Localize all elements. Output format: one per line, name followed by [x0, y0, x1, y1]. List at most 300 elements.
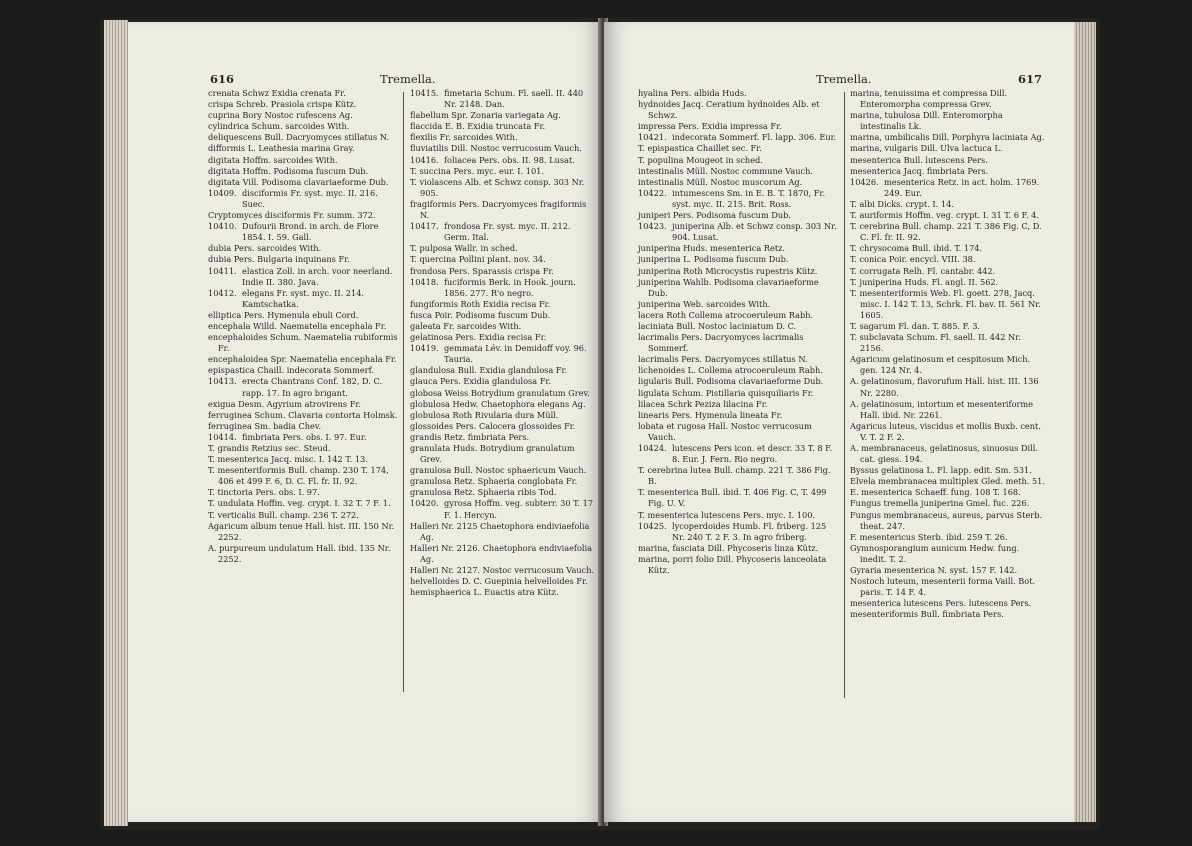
entry-number: 10409. [208, 187, 237, 198]
entry-text: encephaloides Schum. Naematelia rubiformis Fr. [208, 332, 398, 354]
entry-text: T. auriformis Hoffm. veg. crypt. I. 31 T. 6 F. 4. [850, 210, 1039, 221]
entry-text: E. mesenterica Schaeff. fung. 108 T. 168. [850, 487, 1021, 498]
entry-text: lacrimalis Pers. Dacryomyces stillatus N. [638, 354, 808, 365]
index-entry [850, 532, 1046, 543]
entry-text: crenata Schwz Exidia crenata Fr. [208, 88, 346, 98]
entry-text: fuciformis Berk. in Hook. journ. 1856. 277. R'o negro. [444, 276, 576, 298]
entry-number: 10413. [208, 376, 237, 387]
index-entry [208, 443, 398, 454]
index-entry [850, 576, 1046, 598]
index-entry [208, 177, 398, 188]
index-entry [410, 166, 598, 177]
index-entry [850, 221, 1046, 243]
entry-text: T. populina Mougeot in sched. [638, 154, 763, 165]
entry-text: exigua Desm. Agyrium atrovirens Fr. [208, 398, 362, 409]
index-entry [410, 221, 598, 243]
entry-text: erecta Chantrans Conf. 182, D. C. rapp. 17. In agro brigant. [242, 376, 383, 398]
index-entry [410, 332, 598, 343]
index-entry [208, 88, 398, 99]
column-rule [403, 92, 404, 692]
entry-number: 10424. [638, 443, 667, 453]
index-entry [208, 288, 398, 310]
entry-text: juniperina Alb. et Schwz consp. 303 Nr. 904. Lusat. [672, 221, 837, 243]
index-entry [850, 421, 1046, 443]
entry-text: T. subclavata Schum. Fl. saell. II. 442 Nr. 2156. [850, 332, 1021, 354]
index-entry [208, 487, 398, 498]
index-entry [638, 421, 840, 443]
index-entry [410, 376, 598, 387]
index-entry [850, 210, 1046, 221]
index-entry [208, 410, 398, 421]
entry-text: lycoperdoides Humb. Fl. friberg. 125 Nr. 240 T. 2 F. 3. In agro friberg. [672, 520, 827, 542]
entry-text: Agaricum gelatinosum et cespitosum Mich. gen. 124 Nr. 4. [850, 354, 1031, 376]
index-entry [410, 521, 598, 543]
index-entry [208, 321, 398, 332]
index-entry [208, 332, 398, 354]
index-entry [410, 543, 598, 565]
index-entry [638, 277, 840, 299]
entry-text: fluviatilis Dill. Nostoc verrucosum Vauch. [410, 143, 582, 154]
column-rule [844, 92, 845, 698]
entry-text: Gymnosporangium aunicum Hedw. fung. inedit. T. 2. [850, 542, 1020, 564]
entry-number: 10417. [410, 221, 439, 232]
entry-text: T. conica Poir. encycl. VIII. 38. [850, 254, 976, 265]
index-entry [208, 121, 398, 132]
index-entry [410, 310, 598, 321]
index-entry [638, 155, 840, 166]
index-entry [638, 510, 840, 521]
index-entry [638, 365, 840, 376]
entry-text: Byssus gelatinosa L. Fl. lapp. edit. Sm. 531. [850, 465, 1032, 476]
entry-text: A. gelatinosum, intortum et mesenteriforme Hall. ibid. Nr. 2261. [850, 398, 1034, 420]
entry-number: 10423. [638, 221, 667, 232]
entry-text: A. purpureum undulatum Hall. ibid. 135 Nr. 2252. [208, 542, 391, 564]
entry-text: grandis Retz. fimbriata Pers. [410, 431, 530, 442]
index-entry [410, 365, 598, 376]
index-entry [410, 576, 598, 587]
left-column-2 [410, 88, 598, 598]
index-entry [410, 465, 598, 476]
entry-text: marina, tubulosa Dill. Enteromorpha intestinalis Lk. [850, 110, 1003, 132]
entry-text: fungiformis Roth Exidia recisa Fr. [410, 298, 551, 309]
running-head: Tremella. [816, 72, 872, 86]
entry-number: 10410. [208, 221, 237, 232]
entry-text: lichenoides L. Collema atrocoeruleum Rabh. [638, 365, 823, 376]
entry-text: Dufourii Brond. in arch. de Flore 1854. I. 59. Gall. [242, 221, 379, 243]
index-entry [208, 210, 398, 221]
index-entry [638, 243, 840, 254]
entry-text: fusca Poir. Podisoma fuscum Dub. [410, 309, 551, 320]
entry-text: digitata Vill. Podisoma clavariaeforme Dub. [208, 176, 389, 187]
index-entry [850, 376, 1046, 398]
index-entry [850, 88, 1046, 110]
index-entry [638, 521, 840, 543]
entry-text: T. grandis Retzius sec. Steud. [208, 443, 331, 453]
entry-text: Fungus tremella juniperina Gmel. fuc. 226. [850, 498, 1030, 509]
index-entry [410, 476, 598, 487]
entry-text: juniperina Huds. mesenterica Retz. [638, 243, 786, 254]
index-entry [850, 143, 1046, 154]
index-entry [208, 399, 398, 410]
entry-text: digitata Hoffm. Podisoma fuscum Dub. [208, 165, 369, 176]
index-entry [638, 166, 840, 177]
entry-number: 10419. [410, 343, 439, 354]
index-entry [208, 243, 398, 254]
index-entry [410, 143, 598, 154]
entry-text: granulosa Retz. Sphaeria conglobata Fr. [410, 476, 578, 487]
entry-text: T. albi Dicks. crypt. I. 14. [850, 198, 954, 209]
index-entry [850, 254, 1046, 265]
index-entry [208, 166, 398, 177]
index-entry [410, 266, 598, 277]
entry-number: 10426. [850, 176, 879, 187]
index-entry [850, 543, 1046, 565]
entry-text: juniperina L. Podisoma fuscum Dub. [638, 254, 789, 265]
index-entry [410, 587, 598, 598]
index-entry [850, 510, 1046, 532]
entry-text: marina, porri folio Dill. Phycoseris lanceolata Kütz. [638, 553, 827, 576]
index-entry [850, 332, 1046, 354]
index-entry [208, 543, 398, 565]
entry-text: T. mesenteriformis Bull. champ. 230 T. 174, 406 et 499 F. 6, D. C. Fl. fr. II. 92. [208, 465, 389, 487]
left-column-1 [208, 88, 398, 565]
entry-number: 10425. [638, 520, 667, 531]
entry-text: T. corrugata Relh. Fl. cantabr. 442. [850, 265, 996, 276]
entry-number: 10418. [410, 276, 439, 287]
entry-text: Elvela membranacea multiplex Gled. meth. 51. [850, 476, 1045, 487]
index-entry [208, 376, 398, 398]
index-entry [638, 132, 840, 143]
right-page [604, 22, 1074, 822]
entry-text: disciformis Fr. syst. myc. II. 216. Suec. [242, 187, 378, 209]
entry-text: marina, tenuissima et compressa Dill. Enteromorpha compressa Grev. [850, 88, 1008, 110]
index-entry [850, 487, 1046, 498]
entry-text: ferruginea Sm. badia Chev. [208, 420, 322, 431]
index-entry [850, 166, 1046, 177]
entry-text: mesenteriformis Bull. fimbriata Pers. [850, 609, 1004, 620]
entry-text: Nostoch luteum, mesenterii forma Vaill. Bot. paris. T. 14 F. 4. [850, 576, 1036, 598]
entry-text: T. undulata Hoffm. veg. crypt. I. 32 T. 7 F. 1. [208, 498, 391, 509]
entry-text: fimbriata Pers. obs. I. 97. Eur. [242, 431, 367, 442]
entry-text: T. mesenterica Bull. ibid. T. 406 Fig. C, T. 499 Fig. U. V. [638, 487, 827, 509]
entry-text: juniperi Pers. Podisoma fuscum Dub. [638, 210, 791, 221]
index-entry [850, 266, 1046, 277]
entry-text: flabellum Spr. Zonaria variegata Ag. [410, 110, 561, 121]
index-entry [850, 288, 1046, 321]
entry-text: helvelloides D. C. Guepinia helvelloides Fr. [410, 576, 588, 587]
index-entry [638, 177, 840, 188]
entry-text: epispastica Chaill. indecorata Sommerf. [208, 365, 374, 376]
entry-text: flaccida E. B. Exidia truncata Fr. [410, 121, 546, 132]
entry-text: mesenterica lutescens Pers. lutescens Pers. [850, 598, 1032, 609]
index-entry [850, 110, 1046, 132]
entry-text: difformis L. Leathesia marina Gray. [208, 143, 355, 154]
index-entry [638, 410, 840, 421]
right-column-2 [850, 88, 1046, 621]
index-entry [638, 465, 840, 487]
entry-text: mesenterica Jacq. fimbriata Pers. [850, 165, 989, 176]
entry-text: Halleri Nr. 2127. Nostoc verrucosum Vauch. [410, 565, 595, 576]
index-entry [410, 399, 598, 410]
entry-text: laciniata Bull. Nostoc laciniatum D. C. [638, 320, 797, 331]
entry-text: T. quercina Pollini plant. nov. 34. [410, 254, 546, 265]
entry-text: gemmata Lév. in Demidoff voy. 96. Tauria. [444, 343, 587, 365]
index-entry [208, 110, 398, 121]
index-entry [208, 510, 398, 521]
entry-text: ligulata Schum. Pistillaria quisquiliaris Fr. [638, 387, 814, 398]
page-number: 616 [210, 72, 235, 86]
index-entry [638, 443, 840, 465]
index-entry [638, 543, 840, 554]
entry-text: galeata Fr. sarcoides With. [410, 320, 522, 331]
index-entry [410, 343, 598, 365]
entry-text: encephaloidea Spr. Naematelia encephala Fr. [208, 354, 397, 365]
entry-text: hydnoides Jacq. Ceratium hydnoides Alb. et Schwz. [638, 99, 820, 121]
entry-text: Agaricum album tenue Hall. hist. III. 150 Nr. 2252. [208, 520, 395, 542]
index-entry [638, 88, 840, 99]
index-entry [208, 310, 398, 321]
page-edges-left [104, 20, 128, 826]
entry-text: dubia Pers. Bulgaria inquinans Fr. [208, 254, 350, 265]
index-entry [850, 498, 1046, 509]
entry-text: granulosa Bull. Nostoc sphaericum Vauch. [410, 465, 587, 476]
entry-text: F. mesentericus Sterb. ibid. 259 T. 26. [850, 531, 1008, 542]
entry-number: 10411. [208, 265, 237, 276]
entry-text: Gyraria mesenterica N. syst. 157 F. 142. [850, 565, 1018, 576]
index-entry [638, 388, 840, 399]
entry-text: marina, fasciata Dill. Phycoseris linza Kütz. [638, 542, 819, 553]
index-entry [208, 143, 398, 154]
entry-text: glandulosa Bull. Exidia glandulosa Fr. [410, 365, 568, 376]
entry-text: T. mesenteriformis Web. Fl. goett. 278, Jacq. misc. I. 142 T. 13, Schrk. Fl. bav. II. 561 Nr. 1605. [850, 287, 1041, 320]
entry-text: juniperina Wahlb. Podisoma clavariaeforme Dub. [638, 276, 819, 298]
entry-number: 10414. [208, 431, 237, 442]
entry-text: T. verticalis Bull. champ. 236 T. 272. [208, 509, 359, 520]
entry-text: mesenterica Retz. in act. holm. 1769. 249. Eur. [884, 176, 1040, 198]
entry-number: 10420. [410, 498, 439, 509]
index-entry [410, 199, 598, 221]
entry-text: T. violascens Alb. et Schwz consp. 303 Nr. 905. [410, 176, 585, 198]
entry-text: T. pulposa Wallr. in sched. [410, 243, 518, 254]
entry-text: encephala Willd. Naematelia encephala Fr. [208, 320, 387, 331]
index-entry [638, 321, 840, 332]
entry-text: Halleri Nr. 2125 Chaetophora endiviaefolia Ag. [410, 520, 590, 542]
entry-number: 10416. [410, 154, 439, 165]
index-entry [208, 432, 398, 443]
entry-text: A. gelatinosum, flavorufum Hall. hist. III. 136 Nr. 2280. [850, 376, 1039, 398]
index-entry [410, 487, 598, 498]
index-entry [208, 266, 398, 288]
index-entry [850, 598, 1046, 609]
index-entry [410, 243, 598, 254]
entry-text: intumescens Sm. in E. B. T. 1870, Fr. syst. myc. II. 215. Brit. Ross. [672, 187, 826, 209]
page-number: 617 [1018, 72, 1043, 86]
index-entry [850, 443, 1046, 465]
entry-text: elegans Fr. syst. myc. II. 214. Kamtschatka. [242, 287, 365, 309]
entry-text: impressa Pers. Exidia impressa Fr. [638, 121, 782, 132]
index-entry [638, 254, 840, 265]
index-entry [850, 321, 1046, 332]
index-entry [208, 521, 398, 543]
index-entry [638, 221, 840, 243]
entry-text: T. succina Pers. myc. eur. I. 101. [410, 165, 544, 176]
index-entry [638, 354, 840, 365]
index-entry [410, 110, 598, 121]
index-entry [638, 554, 840, 576]
entry-text: lilacea Schrk Peziza lilacina Fr. [638, 398, 768, 409]
index-entry [850, 399, 1046, 421]
entry-text: gelatinosa Pers. Exidia recisa Fr. [410, 332, 547, 343]
entry-text: frondosa Pers. Sparassis crispa Fr. [410, 265, 555, 276]
entry-text: glauca Pers. Exidia glandulosa Fr. [410, 376, 552, 387]
index-entry [638, 188, 840, 210]
index-entry [850, 565, 1046, 576]
index-entry [638, 376, 840, 387]
entry-text: globosa Weiss Botrydium granulatum Grev. [410, 387, 590, 398]
entry-text: glossoides Pers. Calocera glossoides Fr. [410, 420, 576, 431]
index-entry [208, 465, 398, 487]
entry-text: marina, umbilicalis Dill. Porphyra laciniata Ag. [850, 132, 1045, 143]
index-entry [410, 177, 598, 199]
entry-text: T. tinctoria Pers. obs. I. 97. [208, 487, 320, 498]
index-entry [410, 432, 598, 443]
entry-text: T. epispastica Chaillet sec. Fr. [638, 143, 762, 154]
entry-text: globulosa Hedw. Chaetophora elegans Ag. [410, 398, 586, 409]
entry-text: A. membranaceus, gelatinosus, sinuosus Dill. cat. giess. 194. [850, 443, 1038, 465]
entry-text: T. mesenterica lutescens Pers. myc. I. 100. [638, 509, 816, 520]
index-entry [208, 354, 398, 365]
entry-text: lobata et rugosa Hall. Nostoc verrucosum Vauch. [638, 420, 812, 442]
index-entry [410, 410, 598, 421]
index-entry [208, 254, 398, 265]
index-entry [208, 498, 398, 509]
index-entry [850, 277, 1046, 288]
index-entry [850, 132, 1046, 143]
index-entry [638, 266, 840, 277]
index-entry [410, 277, 598, 299]
entry-text: T. cerebrina lutea Bull. champ. 221 T. 386 Fig. B. [638, 465, 831, 487]
entry-text: T. juniperina Huds. Fl. angl. II. 562. [850, 276, 999, 287]
entry-text: gyrosa Hoffm. veg. subterr. 30 T. 17 F. 1. Hercyn. [444, 498, 594, 520]
entry-text: juniperina Web. sarcoides With. [638, 298, 771, 309]
index-entry [850, 177, 1046, 199]
entry-text: indecorata Sommerf. Fl. lapp. 306. Eur. [672, 132, 837, 143]
entry-text: Agaricus luteus, viscidus et mollis Buxb. cent. V. T. 2 F. 2. [850, 420, 1041, 442]
entry-text: granulata Huds. Botrydium granulatum Grev. [410, 443, 575, 465]
index-entry [410, 443, 598, 465]
entry-text: foliacea Pers. obs. II. 98. Lusat. [444, 154, 575, 165]
entry-number: 10421. [638, 132, 667, 143]
index-entry [410, 498, 598, 520]
index-entry [410, 88, 598, 110]
index-entry [638, 210, 840, 221]
entry-number: 10412. [208, 287, 237, 298]
entry-text: juniperina Roth Microcystis rupestris Kütz. [638, 265, 818, 276]
index-entry [208, 155, 398, 166]
entry-text: intestinalis Müll. Nostoc muscorum Ag. [638, 176, 803, 187]
entry-text: mesenterica Bull. lutescens Pers. [850, 154, 988, 165]
index-entry [638, 143, 840, 154]
entry-text: cuprina Bory Nostoc rufescens Ag. [208, 110, 353, 121]
index-entry [850, 199, 1046, 210]
entry-text: flexilis Fr. sarcoides With. [410, 132, 518, 143]
entry-number: 10415. [410, 88, 439, 98]
entry-text: linearis Pers. Hymenula lineata Fr. [638, 409, 783, 420]
entry-text: digitata Hoffm. sarcoides With. [208, 154, 338, 165]
running-head: Tremella. [380, 72, 436, 86]
entry-text: lacera Roth Collema atrocoeruleum Rabh. [638, 309, 814, 320]
index-entry [410, 121, 598, 132]
left-page [128, 22, 602, 822]
entry-text: Cryptomyces disciformis Fr. summ. 372. [208, 210, 376, 221]
entry-text: lutescens Pers icon. et descr. 33 T. 8 F. 8. Eur. J. Fern. Rio negro. [672, 443, 833, 465]
entry-text: ligularis Bull. Podisoma clavariaeforme Dub. [638, 376, 824, 387]
entry-text: T. cerebrina Bull. champ. 221 T. 386 Fig. C, D. C. Fl. fr. II. 92. [850, 221, 1042, 243]
entry-text: crispa Schreb. Prasiola crispa Kütz. [208, 99, 357, 110]
entry-text: cylindrica Schum. sarcoides With. [208, 121, 350, 132]
entry-text: Fungus membranaceus, aureus, parvus Sterb. theat. 247. [850, 509, 1043, 531]
index-entry [410, 155, 598, 166]
index-entry [208, 188, 398, 210]
entry-text: dubia Pers. sarcoides With. [208, 243, 322, 254]
index-entry [850, 609, 1046, 620]
entry-text: ferruginea Schum. Clavaria contorta Holmsk. [208, 409, 398, 420]
index-entry [208, 99, 398, 110]
entry-text: fragiformis Pers. Dacryomyces fragiformis N. [410, 198, 587, 221]
entry-text: T. chrysocoma Bull. ibid. T. 174. [850, 243, 983, 254]
right-column-1 [638, 88, 840, 576]
index-entry [410, 299, 598, 310]
entry-text: globulosa Roth Rivularia dura Müll. [410, 409, 559, 420]
index-entry [850, 465, 1046, 476]
entry-text: elastica Zoll. in arch. voor neerland. Indie II. 380. Java. [242, 265, 393, 287]
entry-number: 10422. [638, 187, 667, 198]
index-entry [410, 321, 598, 332]
page-edges-right [1074, 22, 1096, 822]
entry-text: hemisphaerica L. Euactis atra Kütz. [410, 587, 559, 598]
entry-text: deliquescens Bull. Dacryomyces stillatus N. [208, 132, 390, 143]
index-entry [208, 421, 398, 432]
index-entry [208, 365, 398, 376]
entry-text: hyalina Pers. albida Huds. [638, 88, 747, 98]
entry-text: granulosa Retz. Sphaeria ribis Tod. [410, 487, 557, 498]
index-entry [410, 254, 598, 265]
entry-text: elliptica Pers. Hymenula ebuli Cord. [208, 309, 359, 320]
index-entry [410, 421, 598, 432]
index-entry [208, 221, 398, 243]
index-entry [208, 132, 398, 143]
entry-text: T. mesenterica Jacq. misc. I. 142 T. 13. [208, 454, 368, 465]
index-entry [638, 332, 840, 354]
index-entry [638, 399, 840, 410]
index-entry [410, 565, 598, 576]
index-entry [850, 476, 1046, 487]
entry-text: T. sagarum Fl. dan. T. 885. F. 3. [850, 320, 981, 331]
index-entry [638, 487, 840, 509]
entry-text: fimetaria Schum. Fl. saell. II. 440 Nr. 2148. Dan. [444, 88, 584, 110]
index-entry [638, 310, 840, 321]
index-entry [638, 121, 840, 132]
entry-text: frondosa Fr. syst. myc. II. 212. Germ. Ital. [444, 221, 571, 243]
entry-text: marina, vulgaris Dill. Ulva lactuca L. [850, 143, 1003, 154]
index-entry [850, 155, 1046, 166]
index-entry [208, 454, 398, 465]
index-entry [850, 354, 1046, 376]
index-entry [638, 99, 840, 121]
index-entry [850, 243, 1046, 254]
index-entry [410, 388, 598, 399]
entry-text: intestinalis Müll. Nostoc commune Vauch. [638, 165, 813, 176]
